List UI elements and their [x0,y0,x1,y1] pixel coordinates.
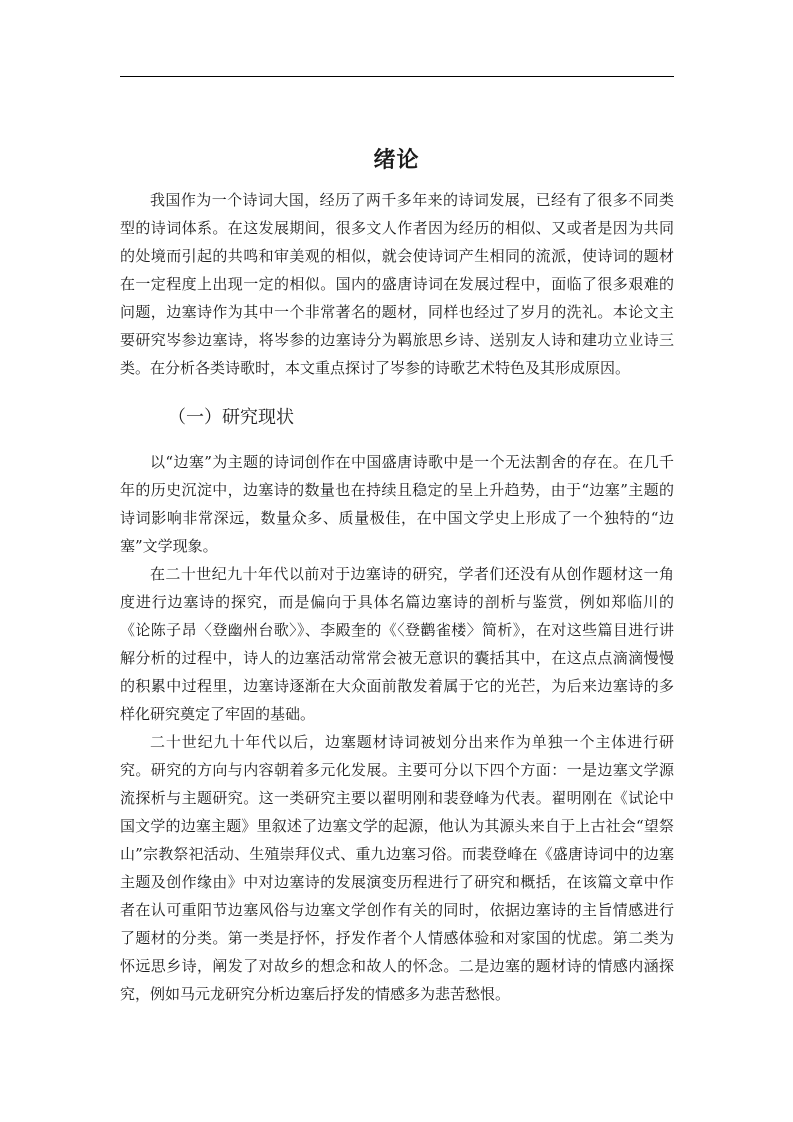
body-paragraph-3: 二十世纪九十年代以后，边塞题材诗词被划分出来作为单独一个主体进行研究。研究的方向与内容朝着多元化发展。主要可分以下四个方面：一是边塞文学源流探析与主题研究。这一类研究主要以翟明刚和裴登峰为代表。翟明刚在《试论中国文学的边塞主题》里叙述了边塞文学的起源，他认为其源头来自于上古社会“望祭山”宗教祭祀活动、生殖崇拜仪式、重九边塞习俗。而裴登峰在《盛唐诗词中的边塞主题及创作缘由》中对边塞诗的发展演变历程进行了研究和概括，在该篇文章中作者在认可重阳节边塞风俗与边塞文学创作有关的同时，依据边塞诗的主旨情感进行了题材的分类。第一类是抒怀，抒发作者个人情感体验和对家国的忧虑。第二类为怀远思乡诗，阐发了对故乡的想念和故人的怀念。二是边塞的题材诗的情感内涵探究，例如马元龙研究分析边塞后抒发的情感多为悲苦愁恨。 [120,733,674,1003]
intro-paragraph: 我国作为一个诗词大国，经历了两千多年来的诗词发展，已经有了很多不同类型的诗词体系。在这发展期间，很多文人作者因为经历的相似、又或者是因为共同的处境而引起的共鸣和审美观的相似，就会使诗词产生相同的流派，使诗词的题材在一定程度上出现一定的相似。国内的盛唐诗词在发展过程中，面临了很多艰难的问题，边塞诗作为其中一个非常著名的题材，同样也经过了岁月的洗礼。本论文主要研究岑参边塞诗，将岑参的边塞诗分为羁旅思乡诗、送别友人诗和建功立业诗三类。在分析各类诗歌时，本文重点探讨了岑参的诗歌艺术特色及其形成原因。 [120,191,674,377]
document-body [120,186,674,1008]
header-rule [120,76,674,77]
body-paragraph-2: 在二十世纪九十年代以前对于边塞诗的研究，学者们还没有从创作题材这一角度进行边塞诗的探究，而是偏向于具体名篇边塞诗的剖析与鉴赏，例如郑临川的《论陈子昂〈登幽州台歌〉》、李殿奎的《〈登鹳雀楼〉简析》，在对这些篇目进行讲解分析的过程中，诗人的边塞活动常常会被无意识的囊括其中，在这点点滴滴慢慢的积累中过程里，边塞诗逐渐在大众面前散发着属于它的光芒，为后来边塞诗的多样化研究奠定了牢固的基础。 [120,565,674,723]
body-paragraph-1: 以“边塞”为主题的诗词创作在中国盛唐诗歌中是一个无法割舍的存在。在几千年的历史沉淀中，边塞诗的数量也在持续且稳定的呈上升趋势，由于“边塞”主题的诗词影响非常深远，数量众多、质量极佳，在中国文学史上形成了一个独特的“边塞”文学现象。 [120,453,674,555]
section-heading: （一）研究现状 [168,407,294,428]
page-title: 绪论 [373,147,420,173]
